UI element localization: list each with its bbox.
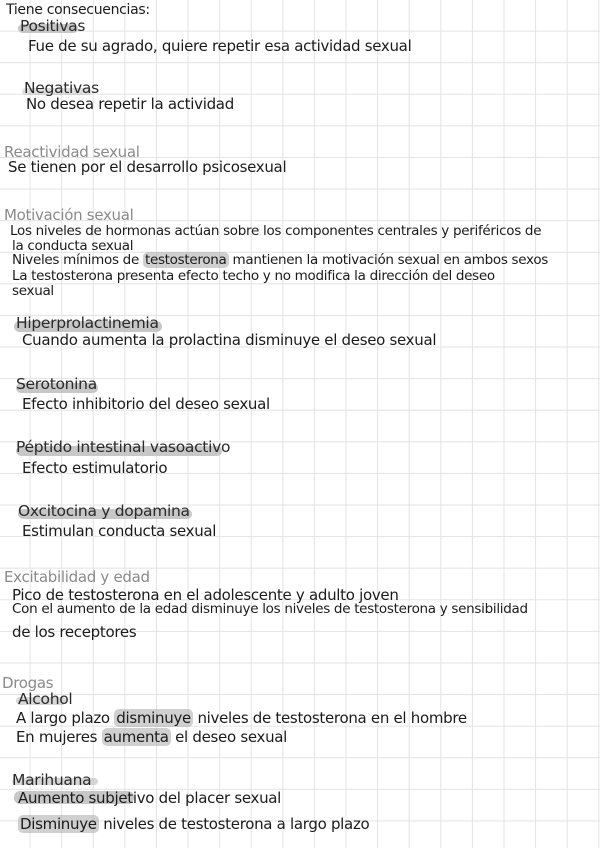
marihuana-line1: Aumento subjetivo del placer sexual: [18, 789, 282, 807]
positivas-line: Fue de su agrado, quiere repetir esa actividad sexual: [28, 37, 412, 55]
hiperprolactinemia-line: Cuando aumenta la prolactina disminuye el deseo sexual: [22, 331, 437, 349]
alcohol-line1-start: A largo plazo: [16, 709, 110, 727]
marihuana-line2-highlight: Disminuye: [20, 815, 97, 833]
motivacion-line3-end: mantienen la motivación sexual en ambos sexos: [232, 252, 549, 268]
serotonina-line: Efecto inhibitorio del deseo sexual: [22, 395, 270, 413]
heading-excitabilidad: Excitabilidad y edad: [4, 568, 150, 586]
motivacion-line3: [12, 252, 548, 268]
excitabilidad-line1: Pico de testosterona en el adolescente y adulto joven: [12, 586, 399, 604]
alcohol-line1: [16, 710, 467, 726]
reactividad-line: Se tienen por el desarrollo psicosexual: [8, 158, 287, 176]
heading-oxitocina: Oxcitocina y dopamina: [18, 502, 190, 520]
motivacion-line2: la conducta sexual: [12, 238, 134, 254]
motivacion-line4: La testosterona presenta efecto techo y no modifica la dirección del deseo: [12, 268, 495, 284]
heading-alcohol: Alcohol: [18, 690, 73, 708]
heading-positivas: Positivas: [20, 17, 86, 35]
excitabilidad-line2: Con el aumento de la edad disminuye los niveles de testosterona y sensibilidad: [12, 601, 528, 617]
motivacion-line1: Los niveles de hormonas actúan sobre los componentes centrales y periféricos de: [10, 223, 542, 239]
motivacion-line3-highlight: testosterona: [144, 252, 227, 268]
motivacion-line5: sexual: [12, 283, 54, 299]
heading-reactividad: Reactividad sexual: [4, 143, 140, 161]
heading-negativas: Negativas: [24, 79, 99, 97]
alcohol-line2-end: el deseo sexual: [175, 728, 288, 746]
excitabilidad-line3: de los receptores: [12, 623, 137, 641]
alcohol-line2-highlight: aumenta: [103, 728, 169, 746]
marihuana-line2: [18, 816, 369, 832]
heading-peptido: Péptido intestinal vasoactivo: [16, 438, 231, 456]
heading-drogas: Drogas: [2, 674, 54, 692]
alcohol-line2: [16, 729, 287, 745]
heading-serotonina: Serotonina: [16, 375, 97, 393]
alcohol-line2-start: En mujeres: [16, 728, 98, 746]
alcohol-line1-end: niveles de testosterona en el hombre: [197, 709, 467, 727]
heading-motivacion: Motivación sexual: [4, 206, 134, 224]
negativas-line: No desea repetir la actividad: [26, 95, 234, 113]
intro-text: Tiene consecuencias:: [6, 2, 150, 18]
heading-marihuana: Marihuana: [12, 771, 92, 789]
motivacion-line3-start: Niveles mínimos de: [12, 252, 139, 268]
alcohol-line1-highlight: disminuye: [116, 709, 191, 727]
heading-hiperprolactinemia: Hiperprolactinemia: [16, 314, 159, 332]
peptido-line: Efecto estimulatorio: [22, 459, 168, 477]
marihuana-line2-end: niveles de testosterona a largo plazo: [103, 815, 370, 833]
oxitocina-line: Estimulan conducta sexual: [22, 522, 217, 540]
